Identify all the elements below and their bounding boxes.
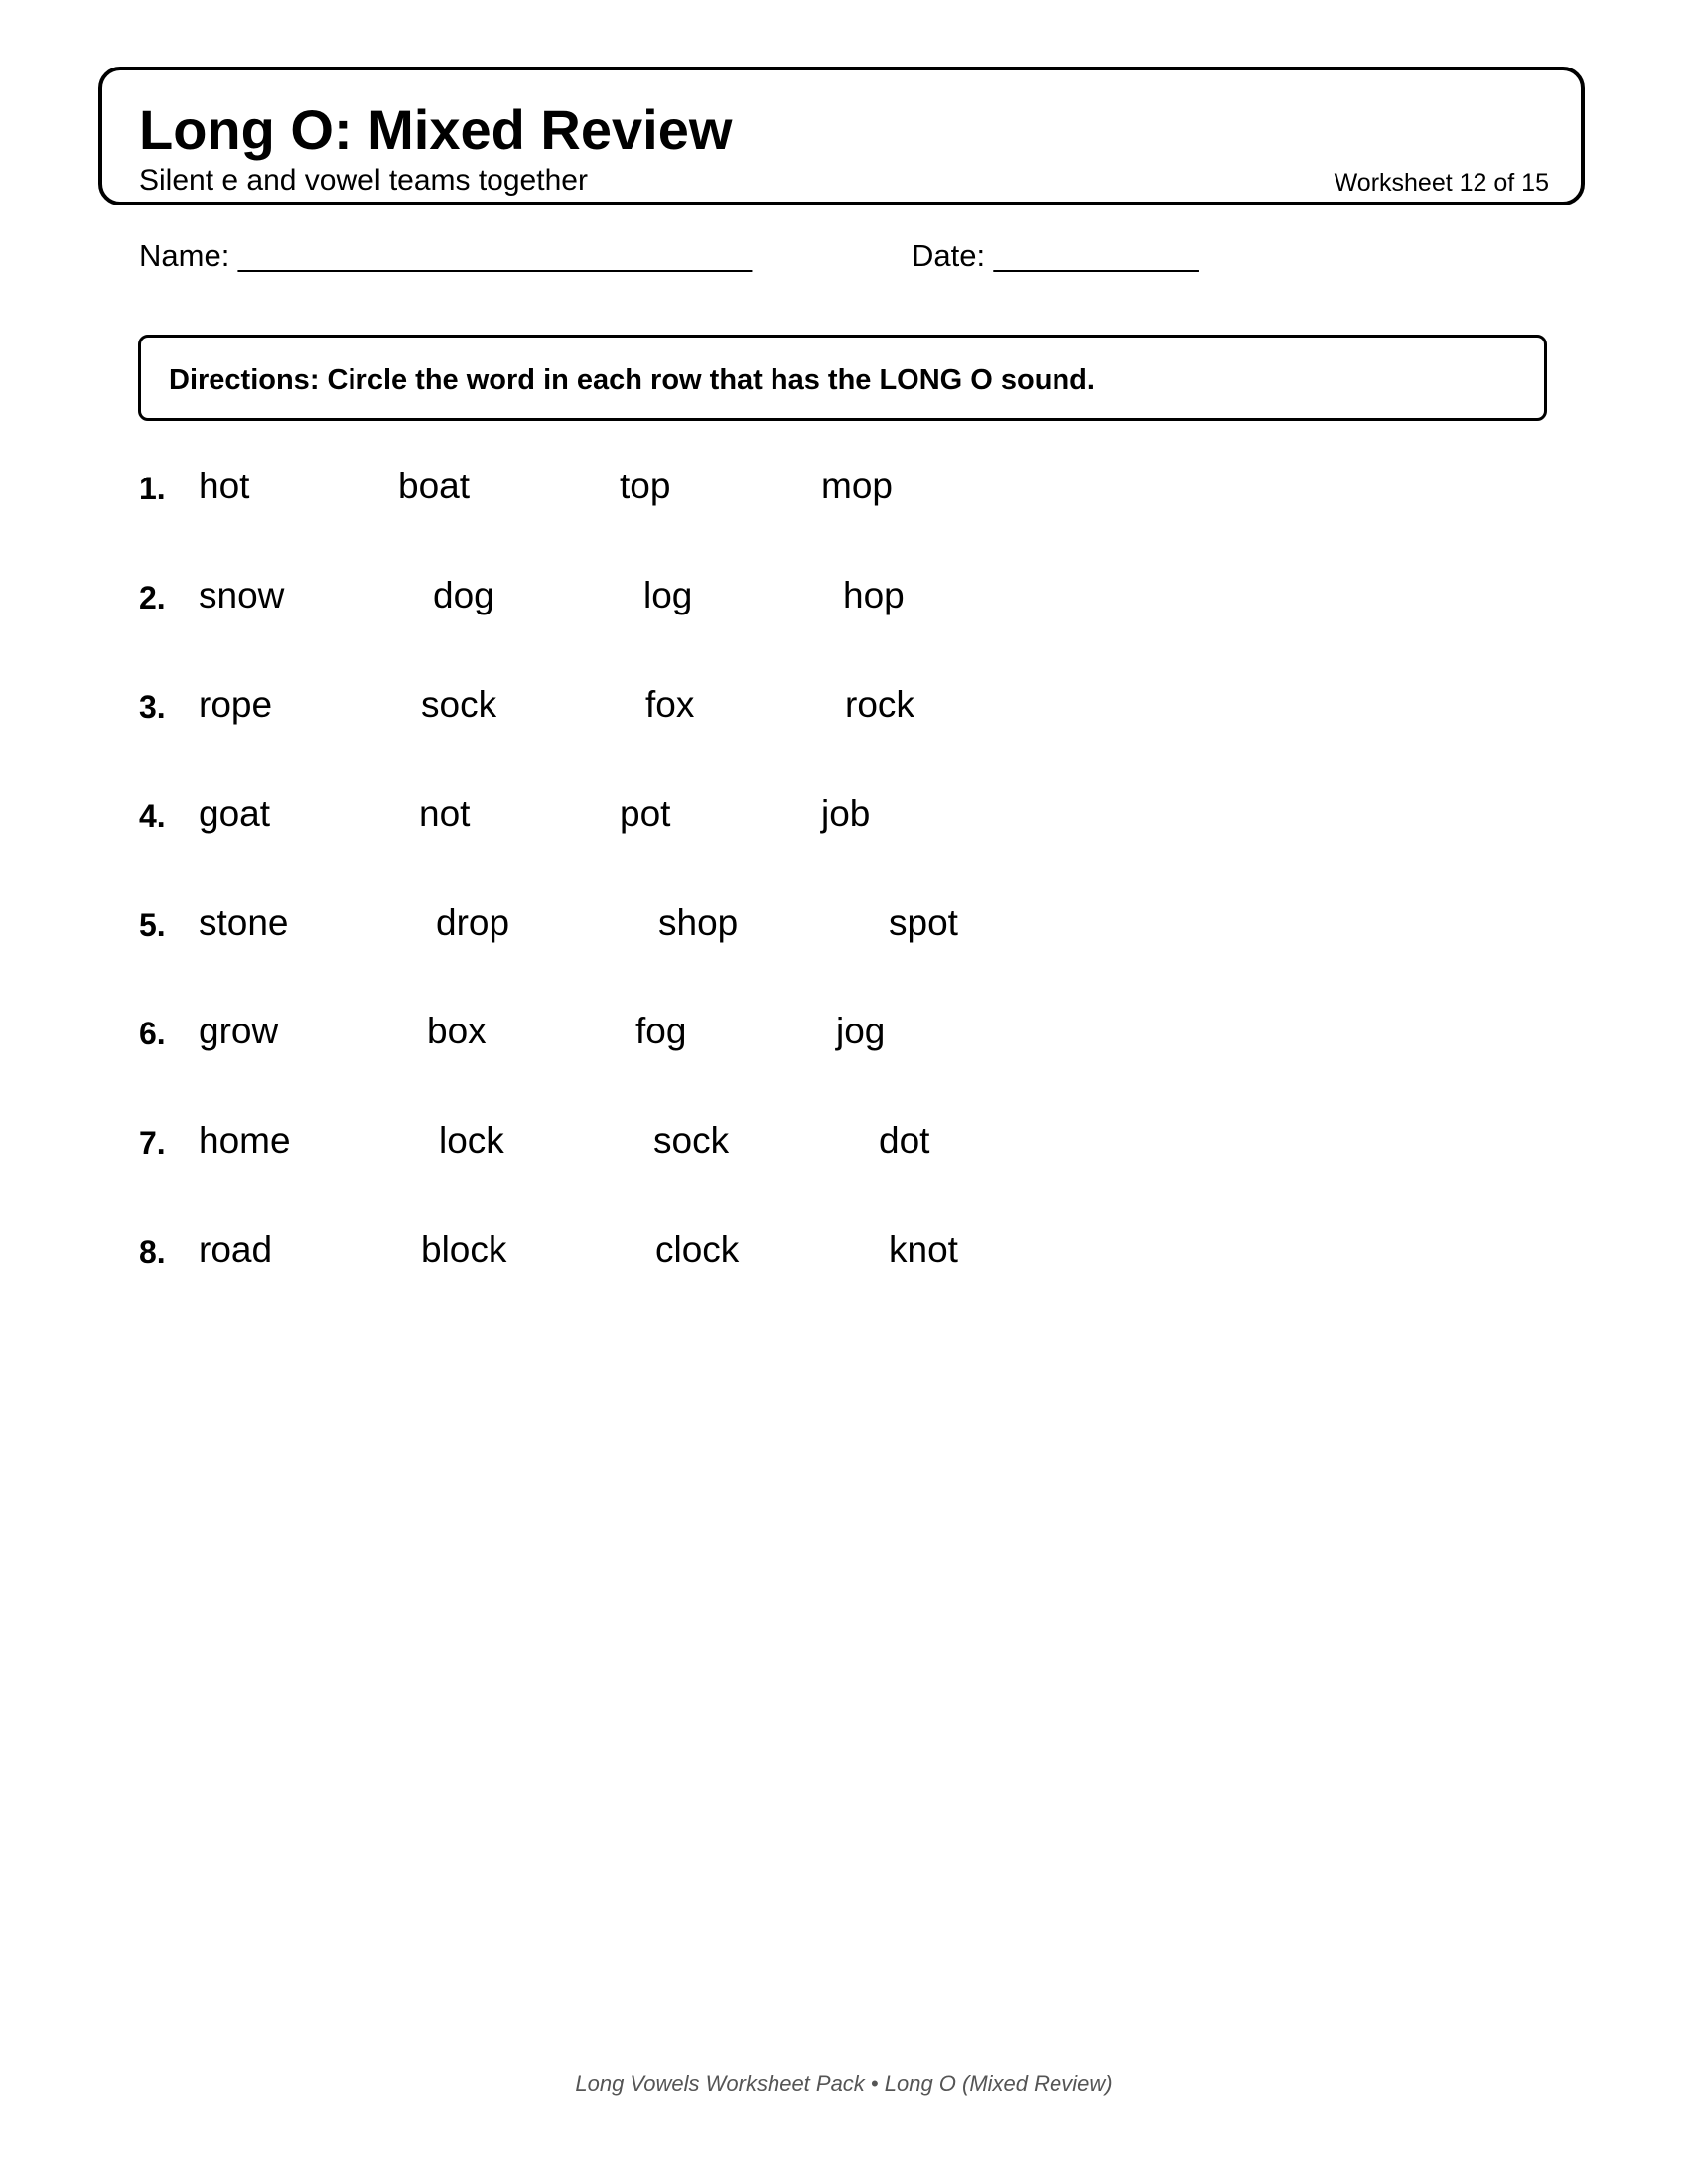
answer-word[interactable]: snow — [199, 575, 285, 615]
question-row — [139, 1007, 1132, 1056]
page-title: Long O: Mixed Review — [139, 98, 733, 161]
answer-word[interactable]: dot — [879, 1120, 930, 1160]
question-number: 5. — [139, 907, 166, 943]
answer-word[interactable]: mop — [821, 466, 893, 506]
answer-word[interactable]: fox — [645, 684, 695, 725]
answer-word[interactable]: jog — [836, 1011, 886, 1051]
answer-word[interactable]: stone — [199, 902, 289, 943]
page-subtitle: Silent e and vowel teams together — [139, 164, 588, 197]
answer-word[interactable]: hop — [843, 575, 905, 615]
answer-word[interactable]: log — [643, 575, 693, 615]
answer-word[interactable]: not — [419, 793, 471, 834]
question-row — [139, 571, 1132, 620]
question-row — [139, 680, 1132, 730]
directions-text: Directions: Circle the word in each row that has the LONG O sound. — [169, 364, 1095, 396]
answer-word[interactable]: spot — [889, 902, 958, 943]
question-row — [139, 1116, 1132, 1165]
answer-word[interactable]: goat — [199, 793, 271, 834]
answer-word[interactable]: clock — [655, 1229, 740, 1270]
answer-word[interactable]: box — [427, 1011, 487, 1051]
answer-word[interactable]: shop — [658, 902, 739, 943]
answer-word[interactable]: grow — [199, 1011, 279, 1051]
page-footer: Long Vowels Worksheet Pack • Long O (Mixed Review) — [575, 2071, 1113, 2096]
answer-word[interactable]: sock — [421, 684, 497, 725]
name-field[interactable]: Name: ______________________________ — [139, 238, 753, 273]
answer-word[interactable]: boat — [398, 466, 471, 506]
question-row — [139, 898, 1132, 948]
answer-word[interactable]: knot — [889, 1229, 958, 1270]
question-number: 8. — [139, 1234, 166, 1270]
answer-word[interactable]: top — [620, 466, 671, 506]
question-number: 6. — [139, 1016, 166, 1051]
answer-word[interactable]: hot — [199, 466, 250, 506]
question-number: 1. — [139, 471, 166, 506]
worksheet-counter: Worksheet 12 of 15 — [1334, 169, 1549, 197]
answer-word[interactable]: rock — [845, 684, 914, 725]
answer-word[interactable]: fog — [635, 1011, 687, 1051]
question-row — [139, 462, 1132, 511]
question-number: 4. — [139, 798, 166, 834]
question-number: 2. — [139, 580, 166, 615]
date-field[interactable]: Date: ____________ — [912, 238, 1199, 273]
answer-word[interactable]: lock — [439, 1120, 504, 1160]
answer-word[interactable]: sock — [653, 1120, 730, 1160]
answer-word[interactable]: job — [821, 793, 871, 834]
answer-word[interactable]: home — [199, 1120, 291, 1160]
question-row — [139, 789, 1132, 839]
answer-word[interactable]: rope — [199, 684, 273, 725]
question-row — [139, 1225, 1132, 1275]
question-number: 3. — [139, 689, 166, 725]
answer-word[interactable]: pot — [620, 793, 671, 834]
answer-word[interactable]: drop — [436, 902, 510, 943]
question-number: 7. — [139, 1125, 166, 1160]
answer-word[interactable]: road — [199, 1229, 273, 1270]
answer-word[interactable]: dog — [433, 575, 494, 615]
answer-word[interactable]: block — [421, 1229, 507, 1270]
